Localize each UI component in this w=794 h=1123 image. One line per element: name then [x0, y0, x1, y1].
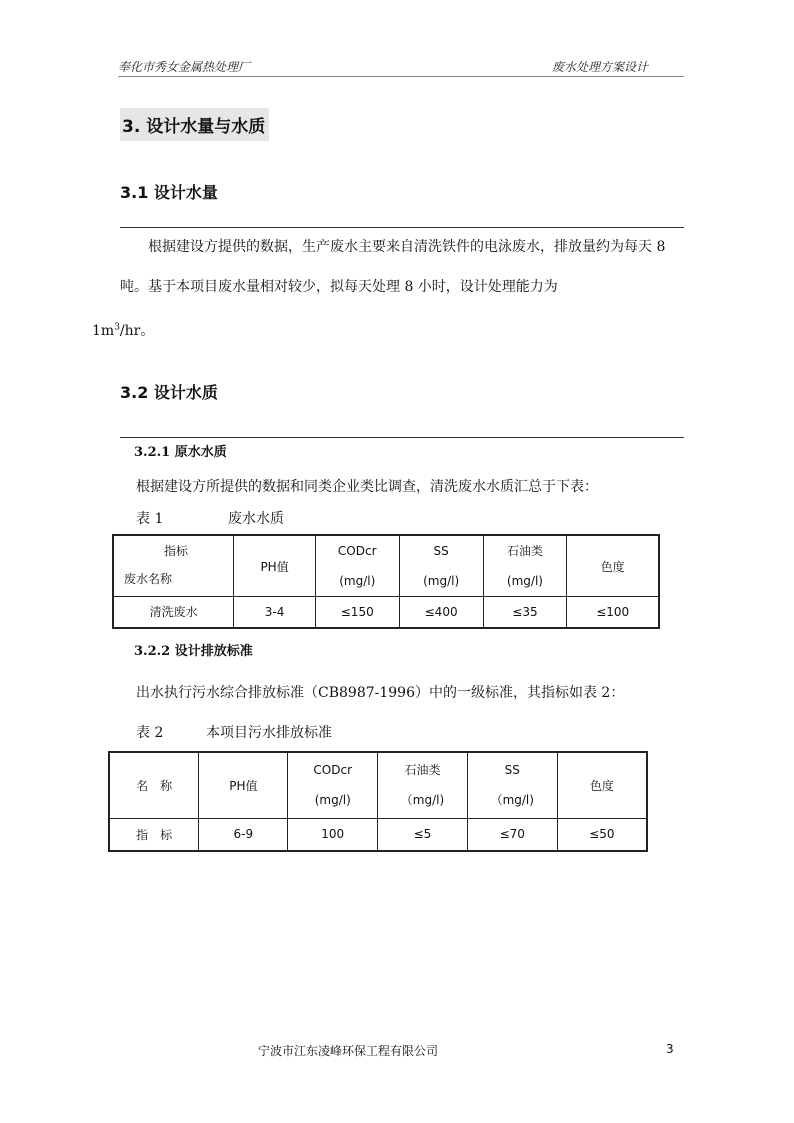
- sub2-title: 3.2.2 设计排放标准: [134, 644, 253, 659]
- table1-oil-header: [483, 535, 567, 597]
- table2-cod-header: [288, 752, 378, 818]
- diag-bottom-label: 废水名称: [124, 572, 173, 586]
- table2-caption: 本项目污水排放标准: [206, 725, 332, 741]
- section-title: 3. 设计水量与水质: [120, 108, 269, 141]
- table2-oil-header: [378, 752, 468, 818]
- table2-ph-header: PH值: [199, 752, 288, 818]
- table1-row-oil: ≤35: [483, 597, 567, 628]
- cod-label: CODcr: [337, 544, 377, 558]
- table2-header-row: [109, 752, 647, 818]
- header-right: 废水处理方案设计: [552, 60, 649, 74]
- capacity-unit: [92, 323, 154, 339]
- cod-unit: (mg/l): [339, 574, 376, 588]
- oil-label: 石油类: [506, 544, 543, 558]
- table1-diag-cell: [113, 535, 234, 597]
- table2-label: 表 2: [136, 725, 164, 741]
- table2-name-header: 名 称: [109, 752, 199, 818]
- table1-header-row: [113, 535, 659, 597]
- sub1-title: 3.2.1 原水水质: [134, 445, 227, 460]
- unit-pre: 1m: [92, 322, 115, 339]
- unit-post: /hr。: [119, 322, 155, 339]
- oil-unit: （mg/l): [400, 793, 445, 808]
- table2-row-ph: 6-9: [199, 818, 288, 851]
- table1-ss-header: [399, 535, 483, 597]
- unit-sup: 3: [114, 322, 120, 332]
- table-row: [109, 818, 647, 851]
- diag-top-label: 指标: [164, 544, 189, 558]
- s31-paragraph: [92, 227, 680, 351]
- table1-row-name: 清洗废水: [113, 597, 234, 628]
- sub1-intro: 根据建设方所提供的数据和同类企业类比调查，清洗废水水质汇总于下表：: [136, 479, 598, 495]
- table1-row-ph: 3-4: [234, 597, 315, 628]
- table-row: [113, 597, 659, 628]
- ss-label: SS: [433, 544, 449, 558]
- page-number: 3: [666, 1042, 674, 1056]
- table2-ss-header: [467, 752, 557, 818]
- table1-row-color: ≤100: [567, 597, 659, 628]
- table1-ph-header: PH值: [234, 535, 315, 597]
- ss-unit: （mg/l): [490, 793, 534, 808]
- table2-row-cod: 100: [288, 818, 378, 851]
- header-left: 奉化市秀女金属热处理厂: [118, 60, 251, 74]
- table1-label: 表 1: [136, 511, 164, 527]
- table1-caption: 废水水质: [228, 511, 284, 527]
- table2-row-color: ≤50: [557, 818, 647, 851]
- oil-label: 石油类: [404, 763, 441, 778]
- sub2-intro: 出水执行污水综合排放标准（CB8987-1996）中的一级标准，其指标如表 2：: [136, 685, 625, 701]
- table1-color-header: 色度: [567, 535, 659, 597]
- ss-unit: (mg/l): [423, 574, 460, 588]
- footer-company: 宁波市江东凌峰环保工程有限公司: [258, 1044, 439, 1058]
- table2-row-oil: ≤5: [378, 818, 468, 851]
- table2: [108, 751, 648, 852]
- table1-row-ss: ≤400: [399, 597, 483, 628]
- table1-row-cod: ≤150: [315, 597, 399, 628]
- table2-color-header: 色度: [557, 752, 647, 818]
- cod-label: CODcr: [313, 763, 353, 778]
- table2-row-name: 指 标: [109, 818, 199, 851]
- s31-para-text: 根据建设方提供的数据，生产废水主要来自清洗铁件的电泳废水，排放量约为每天 8 吨。基于本项目废水量相对较少，拟每天处理 8 小时，设计处理能力为: [120, 239, 666, 295]
- cod-unit: (mg/l): [314, 793, 351, 808]
- table1: [112, 534, 660, 629]
- oil-unit: (mg/l): [506, 574, 543, 588]
- table2-row-ss: ≤70: [467, 818, 557, 851]
- s32-title: 3.2 设计水质: [120, 383, 218, 402]
- header-rule: [118, 76, 684, 77]
- s31-title: 3.1 设计水量: [120, 183, 218, 202]
- ss-label: SS: [504, 763, 520, 778]
- table1-cod-header: [315, 535, 399, 597]
- s32-rule: [120, 437, 684, 438]
